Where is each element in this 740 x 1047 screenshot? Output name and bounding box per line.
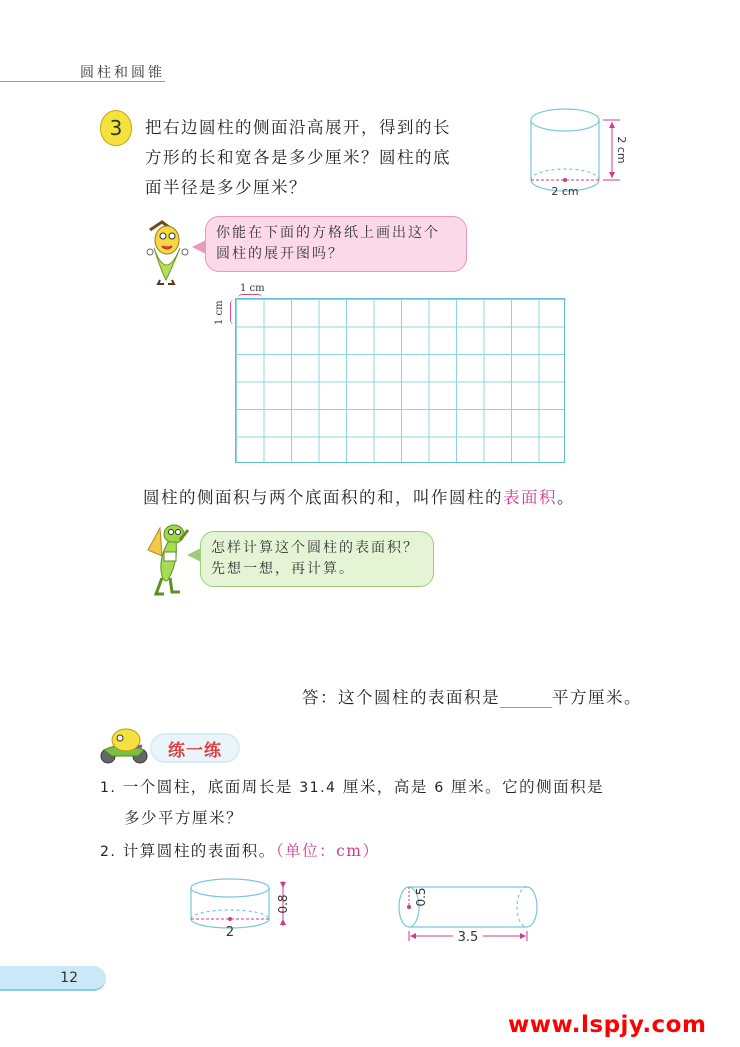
- speech-bubble-tail: [187, 548, 201, 562]
- bubble-line: 先想一想，再计算。: [211, 561, 355, 577]
- page-number: [0, 966, 106, 991]
- question-text: [145, 113, 480, 203]
- exercise-text: 多少平方厘米？: [124, 809, 244, 827]
- question-number: 3: [109, 116, 123, 140]
- circumference-value: 31.4: [299, 780, 337, 796]
- radius-label: 0.5: [414, 887, 428, 907]
- cylinder-figure-1: [185, 872, 295, 942]
- diameter-label: 2: [225, 925, 235, 940]
- speech-bubble-tail: [192, 240, 206, 254]
- exercise-text: 一个圆柱，底面周长是: [122, 778, 293, 796]
- exercise-1: [100, 772, 660, 833]
- definition-term: 表面积: [503, 488, 557, 507]
- definition-text: [143, 484, 575, 508]
- header-divider: [0, 81, 165, 82]
- grid-paper[interactable]: [235, 298, 565, 463]
- exercise-text: 厘米。它的侧面积是: [451, 778, 605, 796]
- length-label: 3.5: [457, 930, 479, 945]
- definition-body: 圆柱的侧面积与两个底面积的和，叫作圆柱的: [143, 488, 503, 507]
- chapter-title: 圆柱和圆锥: [80, 65, 165, 81]
- answer-prefix: 答：这个圆柱的表面积是: [302, 688, 500, 707]
- diameter-label: 2 cm: [551, 185, 579, 198]
- exercise-2: [100, 836, 379, 867]
- question-line: 方形的长和宽各是多少厘米？圆柱的底: [145, 148, 451, 167]
- answer-blank[interactable]: [500, 691, 552, 708]
- exercise-number: 2.: [100, 844, 117, 860]
- question-line: 面半径是多少厘米？: [145, 178, 307, 197]
- answer-line: [302, 684, 642, 708]
- grid-unit-label-horizontal: 1 cm: [240, 283, 265, 294]
- grid-unit-brace-vertical: [230, 300, 234, 324]
- bubble-line: 你能在下面的方格纸上画出这个: [216, 225, 440, 241]
- answer-suffix: 平方厘米。: [552, 688, 642, 707]
- exercise-number: 1.: [100, 780, 117, 796]
- exercise-text: 厘米，高是: [342, 778, 428, 796]
- corn-character-icon: [142, 218, 192, 286]
- cylinder-figure-2: [395, 875, 545, 945]
- unit-note: （单位：cm）: [275, 842, 380, 860]
- speech-bubble-green: [200, 531, 434, 587]
- bubble-line: 圆柱的展开图吗？: [216, 246, 344, 262]
- exercise-text: 计算圆柱的表面积。: [122, 842, 276, 860]
- motorcycle-lemon-icon: [96, 726, 156, 766]
- height-label: 2 cm: [615, 136, 628, 164]
- watermark: www.lspjy.com: [508, 1012, 707, 1038]
- grid-unit-label-vertical: 1 cm: [214, 300, 225, 325]
- question-number-badge: [100, 110, 132, 146]
- speech-bubble-pink: [205, 216, 467, 272]
- practice-section-title: 练一练: [150, 733, 240, 763]
- height-label: 0.8: [276, 894, 290, 914]
- height-value: 6: [434, 780, 445, 796]
- page-number-text: 12: [60, 969, 78, 986]
- bubble-line: 怎样计算这个圆柱的表面积？: [211, 540, 419, 556]
- definition-end: 。: [557, 488, 575, 507]
- question-line: 把右边圆柱的侧面沿高展开，得到的长: [145, 118, 451, 137]
- cylinder-figure: [520, 100, 630, 200]
